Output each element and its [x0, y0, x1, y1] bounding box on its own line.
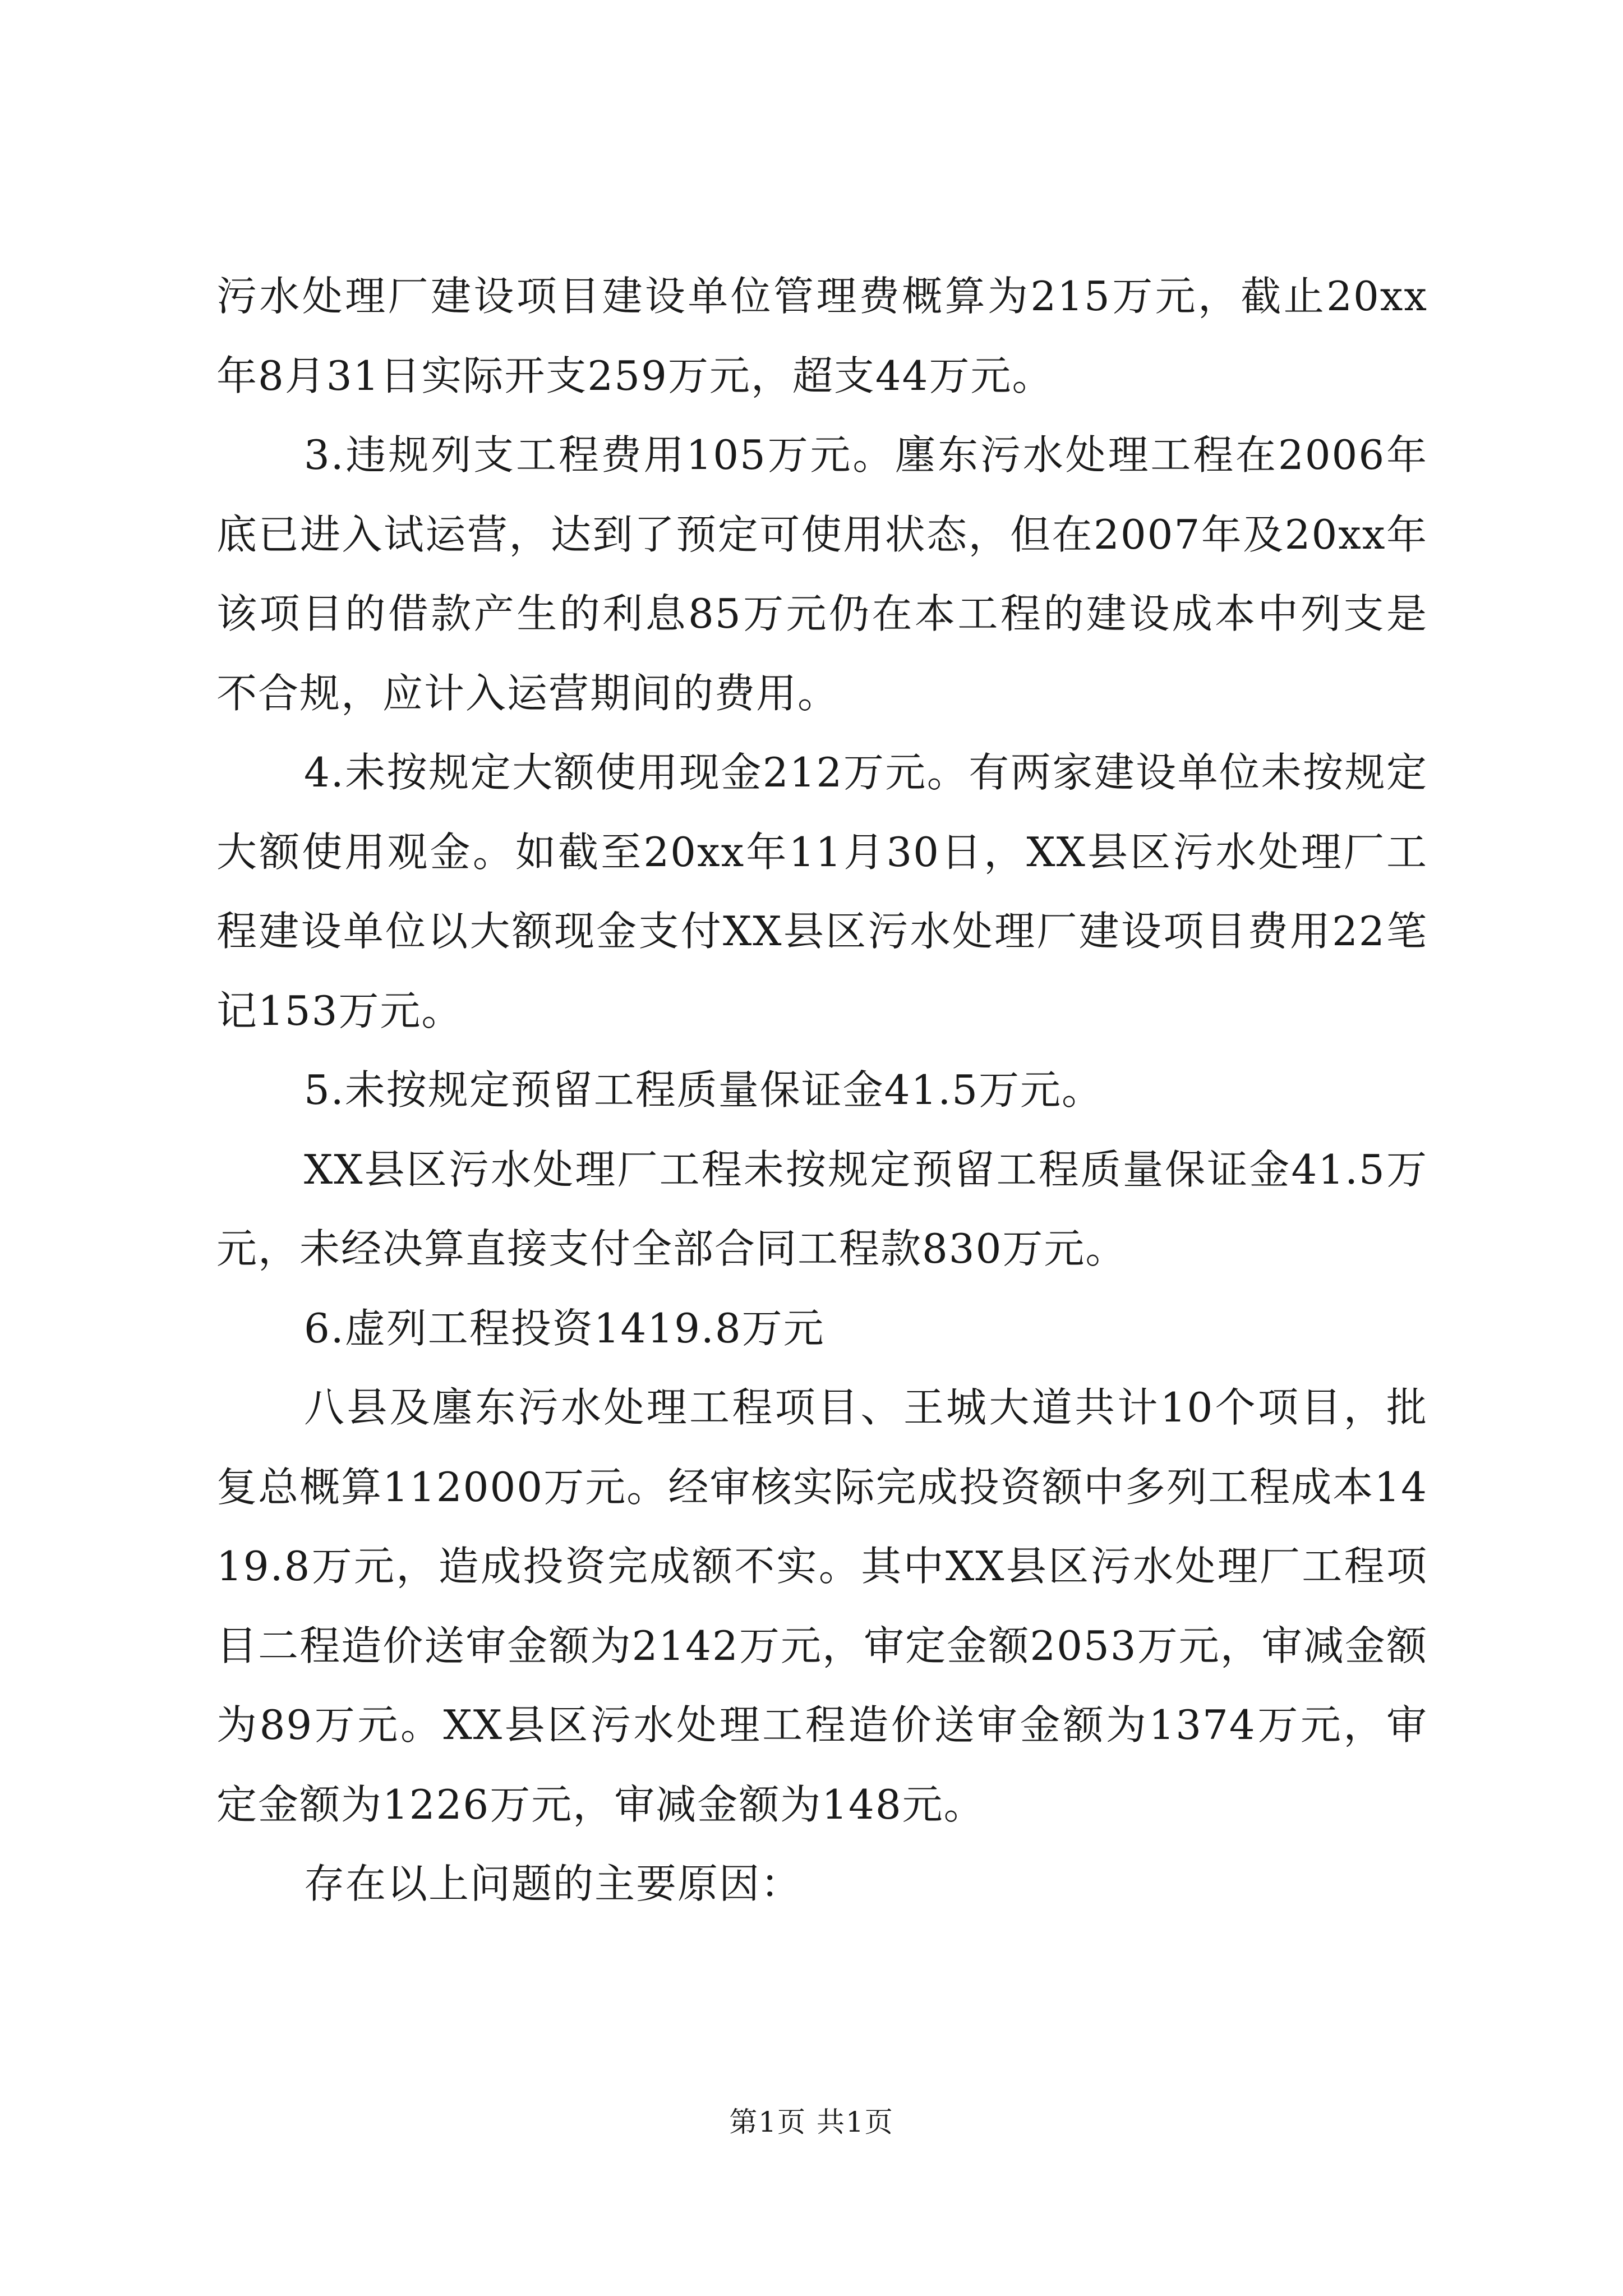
page-footer: 第1页 共1页 [729, 2106, 894, 2138]
paragraph-6: 6.虚列工程投资1419.8万元 [304, 1304, 825, 1352]
paragraph-5: XX县区污水处理厂工程未按规定预留工程质量保证金41.5万元，未经决算直接支付全部合同工程款830万元。 [216, 1145, 1428, 1272]
paragraph-2: 3.违规列支工程费用105万元。廛东污水处理工程在2006年底已进入试运营，达到了预定可使用状态，但在2007年及20xx年该项目的借款产生的利息85万元仍在本工程的建设成本中列支是不合规，应计入运营期间的费用。 [216, 431, 1428, 717]
paragraph-4: 5.未按规定预留工程质量保证金41.5万元。 [304, 1066, 1104, 1114]
paragraph-3: 4.未按规定大额使用现金212万元。有两家建设单位未按规定大额使用观金。如截至20xx年11月30日，XX县区污水处理厂工程建设单位以大额现金支付XX县区污水处理厂建设项目费用22笔记153万元。 [216, 749, 1428, 1034]
paragraph-8: 存在以上问题的主要原因： [304, 1860, 803, 1907]
paragraph-1: 污水处理厂建设项目建设单位管理费概算为215万元，截止20xx年8月31日实际开支259万元，超支44万元。 [216, 273, 1428, 399]
paragraph-7: 八县及廛东污水处理工程项目、王城大道共计10个项目，批复总概算112000万元。经审核实际完成投资额中多列工程成本1419.8万元，造成投资完成额不实。其中XX县区污水处理厂工程项目二程造价送审金额为2142万元，审定金额2053万元，审减金额为89万元。XX县区污水处理工程造价送审金额为1374万元，审定金额为1226万元，审减金额为148元。 [216, 1384, 1428, 1828]
document-body [216, 257, 1428, 1924]
